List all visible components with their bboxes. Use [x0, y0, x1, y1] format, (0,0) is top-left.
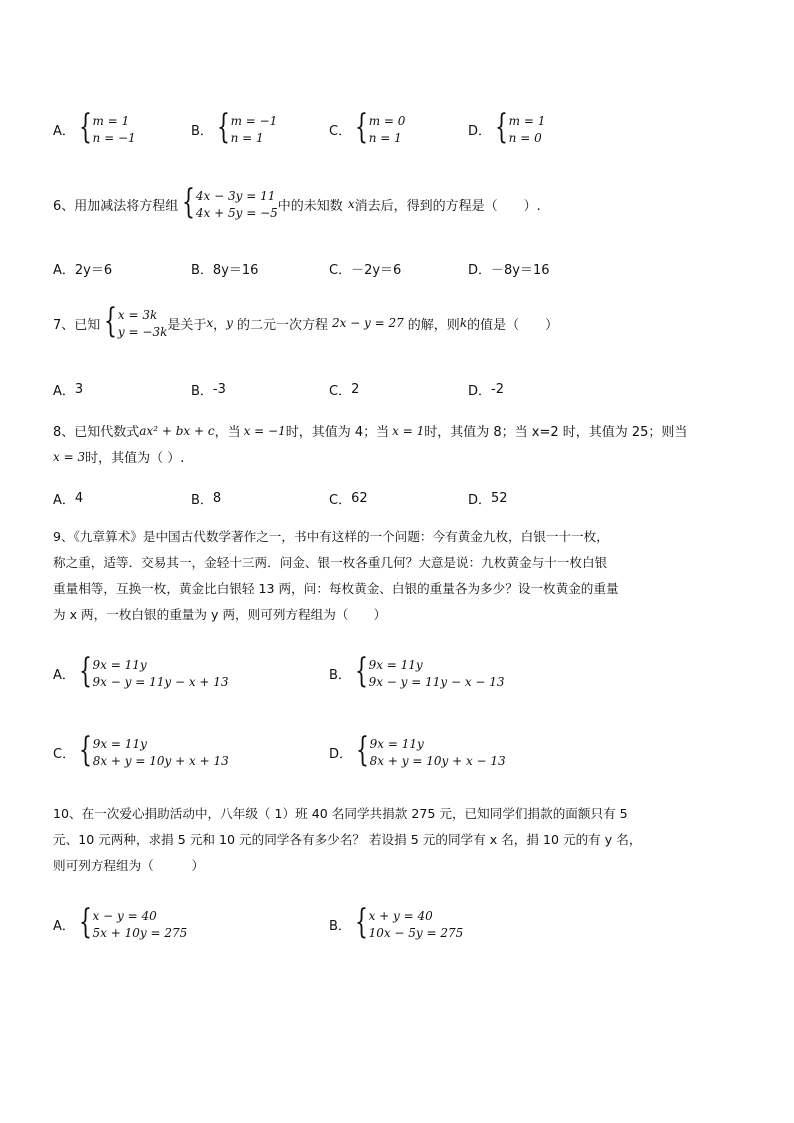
brace-icon: {: [356, 730, 369, 770]
q5-option-c[interactable]: [329, 107, 406, 147]
q5-option-a[interactable]: [53, 107, 136, 147]
q6-text: 中的未知数: [277, 198, 343, 214]
option-text: 2: [351, 382, 360, 397]
q9-option-b[interactable]: [329, 651, 505, 691]
brace-icon: {: [354, 651, 368, 691]
option-label: A．: [53, 384, 75, 399]
equation: n = 1: [230, 130, 264, 145]
equation: 9x = 11y: [92, 736, 147, 751]
math-expr: x = 3: [53, 449, 86, 464]
q10-stem-line3: 则可列方程组为（ ）: [53, 858, 205, 873]
equation-system: [79, 730, 229, 770]
option-label: B．: [329, 918, 351, 934]
equation: y = −3k: [117, 324, 168, 339]
q6-stem: [53, 182, 541, 222]
option-label: A．: [53, 493, 75, 508]
brace-icon: {: [495, 107, 508, 147]
brace-icon: {: [354, 902, 368, 942]
q8-text: 时，其值为（ ）.: [85, 451, 185, 466]
option-label: A．: [53, 263, 75, 278]
equation: 8x + y = 10y + x − 13: [369, 753, 506, 768]
equation: 4x − 3y = 11: [195, 188, 276, 203]
q10-stem-line2: 元、10 元两种，求捐 5 元和 10 元的同学各有多少名？ 若设捐 5 元的同学有 x 名，捐 10 元的有 y 名，: [53, 832, 642, 847]
equation: 10x − 5y = 275: [368, 925, 464, 940]
equation-system: [354, 651, 505, 691]
q9-stem-line2: 称之重，适等．交易其一，金轻十三两．问金、银一枚各重几何？大意是说：九枚黄金与十一枚白银: [53, 555, 608, 570]
q7-option-d[interactable]: [468, 380, 504, 399]
q7-text: 的值是（ ）: [467, 317, 559, 333]
math-var: x: [347, 197, 355, 211]
equation: 4x + 5y = −5: [195, 205, 278, 220]
q7-text: 的二元一次方程: [236, 317, 328, 333]
equation: m = 1: [508, 113, 546, 128]
option-text: -2: [491, 382, 504, 397]
math-expr: 2x − y = 27: [331, 316, 404, 330]
brace-icon: {: [78, 902, 92, 942]
equation-system: [495, 107, 546, 147]
q8-option-c[interactable]: [329, 489, 368, 508]
option-label: C．: [329, 493, 352, 508]
equation: x − y = 40: [92, 908, 157, 923]
q8-text: ，当: [214, 425, 241, 440]
option-label: A．: [53, 667, 75, 683]
option-label: D．: [468, 123, 492, 139]
option-text: 2y＝6: [74, 263, 113, 278]
option-text: 8y＝16: [212, 263, 259, 278]
option-text: －8y＝16: [491, 263, 550, 278]
option-text: 4: [74, 491, 84, 506]
equation: x + y = 40: [368, 908, 433, 923]
equation-system: [216, 107, 278, 147]
option-label: C．: [329, 123, 352, 139]
equation: 9x − y = 11y − x − 13: [368, 674, 505, 689]
q7-text: 的解，则: [407, 317, 460, 333]
q8-stem-line2: [53, 447, 184, 466]
equation-system: [355, 107, 406, 147]
option-label: D．: [329, 746, 353, 762]
option-label: B．: [191, 384, 213, 399]
equation: 5x + 10y = 275: [92, 925, 188, 940]
q9-option-d[interactable]: [329, 730, 506, 770]
equation: 8x + y = 10y + x + 13: [92, 753, 229, 768]
equation: m = 1: [92, 113, 130, 128]
q6-option-d[interactable]: [468, 259, 550, 278]
brace-icon: {: [79, 730, 93, 770]
option-label: D．: [468, 263, 492, 278]
math-expr: x = 1: [392, 423, 425, 438]
option-text: 3: [74, 382, 84, 397]
option-label: B．: [329, 667, 351, 683]
equation-system: [356, 730, 506, 770]
q9-stem-line1: 9、《九章算术》是中国古代数学著作之一，书中有这样的一个问题：今有黄金九枚，白银一十一枚，: [53, 529, 609, 544]
q7-option-c[interactable]: [329, 380, 359, 399]
equation-system: [78, 107, 136, 147]
option-label: B．: [191, 493, 213, 508]
option-text: -3: [212, 382, 226, 397]
option-text: －2y＝6: [351, 263, 402, 278]
brace-icon: {: [104, 301, 118, 341]
option-label: A．: [53, 918, 75, 934]
q8-option-b[interactable]: [191, 489, 221, 508]
brace-icon: {: [78, 651, 92, 691]
math-var: y: [226, 316, 233, 330]
option-label: C．: [329, 384, 352, 399]
q8-stem-line1: [53, 421, 687, 440]
equation-system: [354, 902, 464, 942]
q8-text: 时，其值为 8；当 x=2 时，其值为 25；则当: [424, 425, 688, 440]
q7-option-a[interactable]: [53, 380, 83, 399]
equation: n = −1: [92, 130, 136, 145]
option-text: 8: [212, 491, 222, 506]
q6-text: 6、用加减法将方程组: [53, 198, 179, 214]
brace-icon: {: [355, 107, 369, 147]
equation: m = 0: [368, 113, 406, 128]
q10-stem-line1: 10、在一次爱心捐助活动中，八年级（ 1）班 40 名同学共捐款 275 元，已知同学们捐款的面额只有 5: [53, 806, 628, 821]
option-label: B．: [191, 263, 213, 278]
equation: n = 0: [508, 130, 542, 145]
option-text: 62: [351, 491, 368, 506]
equation: 9x = 11y: [368, 657, 423, 672]
option-label: C．: [53, 746, 76, 762]
option-label: C．: [329, 263, 352, 278]
equation: n = 1: [368, 130, 402, 145]
q6-text: 消去后，得到的方程是（ ）.: [354, 198, 541, 214]
q8-option-d[interactable]: [468, 489, 508, 508]
option-label: B．: [191, 123, 213, 139]
q7-text: 7、已知: [53, 317, 101, 333]
q7-text: ，: [213, 317, 227, 333]
math-var: x: [206, 316, 214, 330]
equation: m = −1: [230, 113, 278, 128]
q5-option-d[interactable]: [468, 107, 546, 147]
equation: 9x − y = 11y − x + 13: [92, 674, 229, 689]
q9-option-c[interactable]: [53, 730, 229, 770]
option-label: A．: [53, 123, 75, 139]
q7-stem: [53, 301, 559, 341]
q8-text: 8、已知代数式: [53, 425, 140, 440]
equation: 9x = 11y: [369, 736, 424, 751]
equation: x = 3k: [117, 307, 158, 322]
option-text: 52: [491, 491, 508, 506]
q9-option-a[interactable]: [53, 651, 229, 691]
brace-icon: {: [182, 182, 196, 222]
q8-option-a[interactable]: [53, 489, 83, 508]
math-var: k: [459, 316, 468, 330]
equation-system: [104, 301, 168, 341]
q8-text: 时，其值为 4；当: [285, 425, 390, 440]
q6-option-a[interactable]: [53, 259, 112, 278]
equation-system: [78, 902, 188, 942]
brace-icon: {: [78, 107, 92, 147]
q10-option-a[interactable]: [53, 902, 188, 942]
option-label: D．: [468, 384, 492, 399]
q6-option-c[interactable]: [329, 259, 401, 278]
option-label: D．: [468, 493, 492, 508]
equation-system: [182, 182, 278, 222]
math-expr: x = −1: [243, 423, 286, 438]
brace-icon: {: [216, 107, 230, 147]
q6-option-b[interactable]: [191, 259, 258, 278]
equation-system: [78, 651, 229, 691]
q9-stem-line3: 重量相等，互换一枚，黄金比白银轻 13 两，问：每枚黄金、白银的重量各为多少？设一枚黄金的重量: [53, 581, 619, 596]
q7-text: 是关于: [167, 317, 207, 333]
q9-stem-line4: 为 x 两，一枚白银的重量为 y 两，则可列方程组为（ ）: [53, 607, 387, 622]
q7-option-b[interactable]: [191, 380, 226, 399]
q10-option-b[interactable]: [329, 902, 464, 942]
q5-option-b[interactable]: [191, 107, 278, 147]
equation: 9x = 11y: [92, 657, 147, 672]
math-expr: ax² + bx + c: [139, 423, 215, 438]
